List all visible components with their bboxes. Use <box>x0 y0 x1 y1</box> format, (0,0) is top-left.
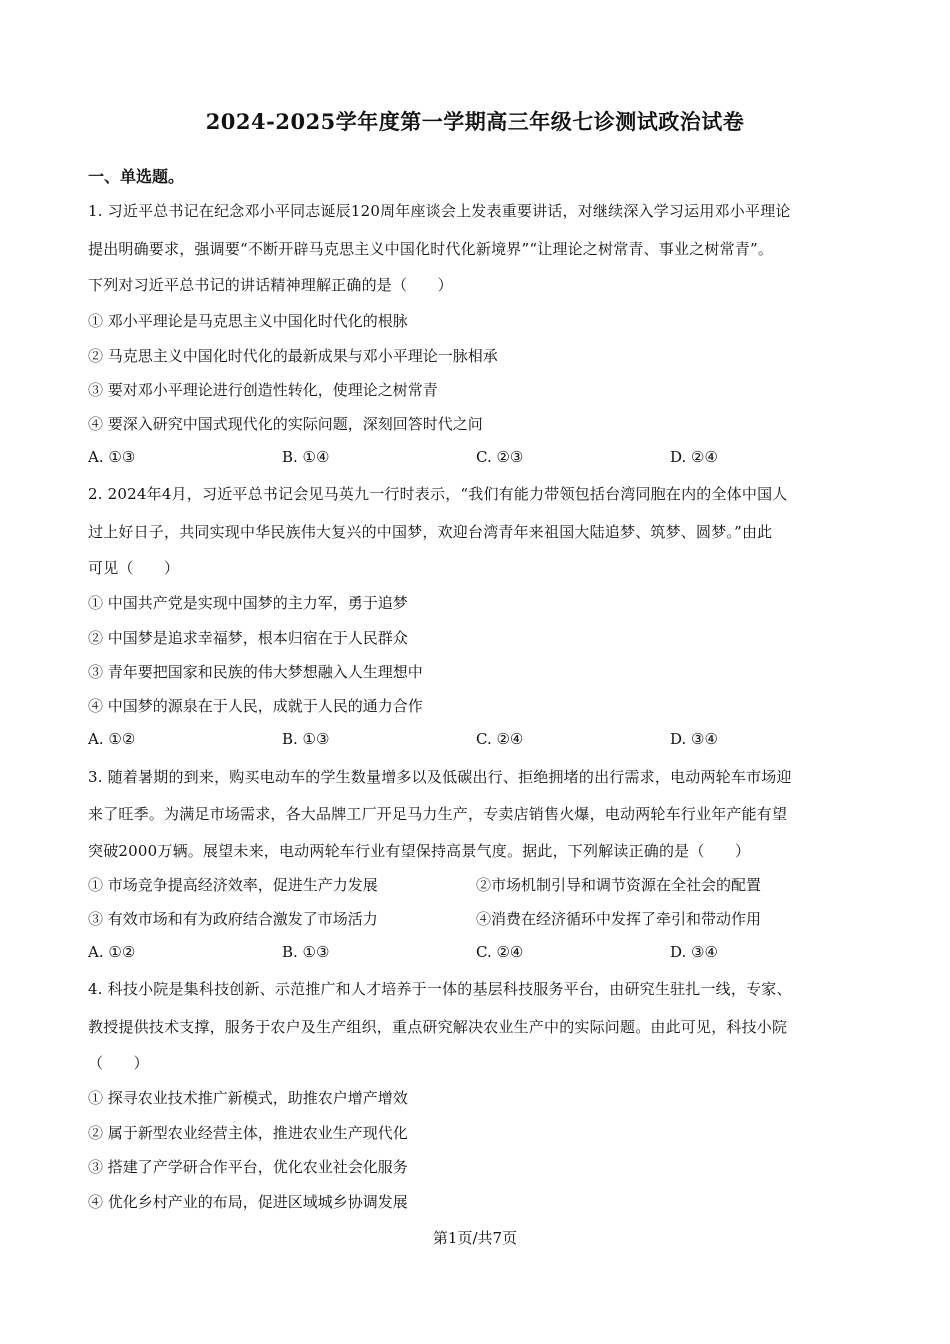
q1-option-d[interactable]: D. ②④ <box>670 448 718 466</box>
q2-option-b[interactable]: B. ①③ <box>282 730 330 748</box>
q2-option-c[interactable]: C. ②④ <box>476 730 524 748</box>
q3-statement-1: ① 市场竞争提高经济效率，促进生产力发展 <box>88 876 378 894</box>
q2-stem-line-1: 2. 2024年4月，习近平总书记会见马英九一行时表示，“我们有能力带领包括台湾同胞在内的全体中国人 <box>88 485 788 503</box>
q3-stem-line-1: 3. 随着暑期的到来，购买电动车的学生数量增多以及低碳出行、拒绝拥堵的出行需求，电动两轮车市场迎 <box>88 768 792 786</box>
q1-stem-line-2: 提出明确要求，强调要“不断开辟马克思主义中国化时代化新境界”“让理论之树常青、事业之树常青”。 <box>88 240 774 258</box>
q4-statement-2: ② 属于新型农业经营主体，推进农业生产现代化 <box>88 1124 408 1142</box>
q2-statement-1: ① 中国共产党是实现中国梦的主力军，勇于追梦 <box>88 594 408 612</box>
q3-statements-row-1 <box>88 874 868 896</box>
q3-options <box>88 943 868 965</box>
q4-stem-line-3: （ ） <box>88 1054 149 1072</box>
q1-stem-line-1: 1. 习近平总书记在纪念邓小平同志诞辰120周年座谈会上发表重要讲话，对继续深入学习运用邓小平理论 <box>88 202 791 220</box>
q3-statement-3: ③ 有效市场和有为政府结合激发了市场活力 <box>88 910 378 928</box>
q1-statement-2: ② 马克思主义中国化时代化的最新成果与邓小平理论一脉相承 <box>88 347 498 365</box>
q3-statement-2: ②市场机制引导和调节资源在全社会的配置 <box>476 876 762 894</box>
q4-statement-4: ④ 优化乡村产业的布局，促进区域城乡协调发展 <box>88 1193 408 1211</box>
q2-stem-line-2: 过上好日子，共同实现中华民族伟大复兴的中国梦，欢迎台湾青年来祖国大陆追梦、筑梦、圆梦。”由此 <box>88 523 773 541</box>
q2-statement-3: ③ 青年要把国家和民族的伟大梦想融入人生理想中 <box>88 663 423 681</box>
q2-stem-line-3: 可见（ ） <box>88 559 180 577</box>
q1-options <box>88 448 868 470</box>
q2-statement-4: ④ 中国梦的源泉在于人民，成就于人民的通力合作 <box>88 697 423 715</box>
q1-stem-line-3: 下列对习近平总书记的讲话精神理解正确的是（ ） <box>88 276 453 294</box>
q4-stem-line-1: 4. 科技小院是集科技创新、示范推广和人才培养于一体的基层科技服务平台，由研究生驻扎一线，专家、 <box>88 980 792 998</box>
section-heading: 一、单选题。 <box>88 167 185 186</box>
q3-statements-row-2 <box>88 908 868 930</box>
q4-stem-line-2: 教授提供技术支撑，服务于农户及生产组织，重点研究解决农业生产中的实际问题。由此可见，科技小院 <box>88 1018 788 1036</box>
q4-statement-3: ③ 搭建了产学研合作平台，优化农业社会化服务 <box>88 1158 408 1176</box>
q1-option-a[interactable]: A. ①③ <box>88 448 136 466</box>
q3-stem-line-3: 突破2000万辆。展望未来，电动两轮车行业有望保持高景气度。据此，下列解读正确的是（ ） <box>88 842 751 860</box>
q3-stem-line-2: 来了旺季。为满足市场需求，各大品牌工厂开足马力生产，专卖店销售火爆，电动两轮车行业年产能有望 <box>88 805 788 823</box>
q2-statement-2: ② 中国梦是追求幸福梦，根本归宿在于人民群众 <box>88 629 408 647</box>
q1-statement-1: ① 邓小平理论是马克思主义中国化时代化的根脉 <box>88 312 408 330</box>
q2-options <box>88 730 868 752</box>
q3-option-b[interactable]: B. ①③ <box>282 943 330 961</box>
q1-statement-3: ③ 要对邓小平理论进行创造性转化，使理论之树常青 <box>88 381 438 399</box>
q3-option-a[interactable]: A. ①② <box>88 943 136 961</box>
page-footer: 第1页/共7页 <box>432 1229 518 1247</box>
q1-option-c[interactable]: C. ②③ <box>476 448 524 466</box>
q1-statement-4: ④ 要深入研究中国式现代化的实际问题，深刻回答时代之问 <box>88 415 483 433</box>
q2-option-a[interactable]: A. ①② <box>88 730 136 748</box>
q1-option-b[interactable]: B. ①④ <box>282 448 330 466</box>
q3-option-c[interactable]: C. ②④ <box>476 943 524 961</box>
page-title: 2024-2025学年度第一学期高三年级七诊测试政治试卷 <box>205 109 745 134</box>
q3-statement-4: ④消费在经济循环中发挥了牵引和带动作用 <box>476 910 762 928</box>
q4-statement-1: ① 探寻农业技术推广新模式，助推农户增产增效 <box>88 1089 408 1107</box>
q3-option-d[interactable]: D. ③④ <box>670 943 718 961</box>
q2-option-d[interactable]: D. ③④ <box>670 730 718 748</box>
